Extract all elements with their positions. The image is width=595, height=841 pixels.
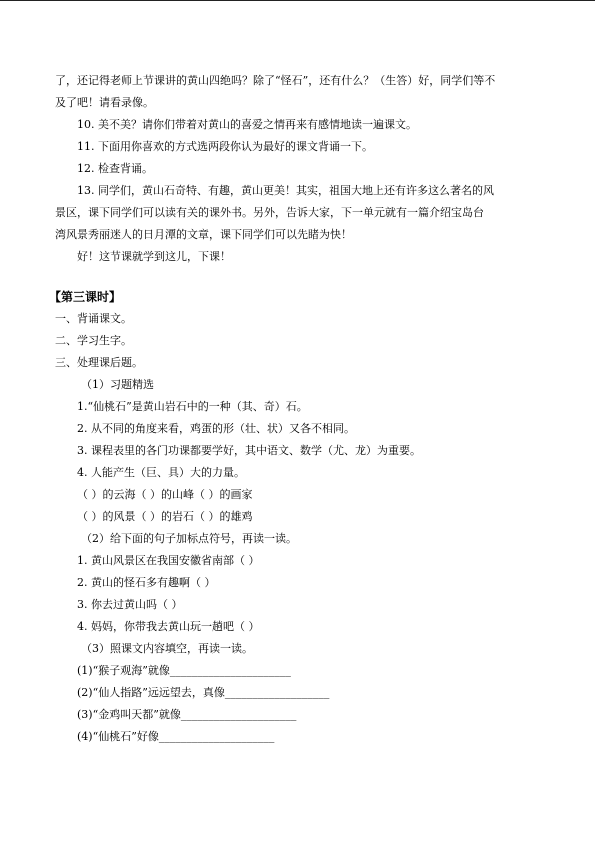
exercise-heading: （2）给下面的句子加标点符号，再读一读。: [81, 532, 297, 545]
exercise-item: 3. 你去过黄山吗（ ）: [77, 598, 183, 611]
section-title: 【第三课时】: [49, 290, 122, 304]
paragraph-line: 了，还记得老师上节课讲的黄山四绝吗？除了“怪石”，还有什么？（生答）好，同学们等不: [55, 74, 496, 87]
exercise-item: 4. 妈妈，你带我去黄山玩一趟吧（ ）: [77, 620, 260, 633]
exercise-heading: （3）照课文内容填空，再读一读。: [81, 642, 253, 655]
exercise-item: 4. 人能产生（巨、具）大的力量。: [77, 466, 245, 479]
exercise-item: 3. 课程表里的各门功课都要学好，其中语文、数学（尤、龙）为重要。: [77, 444, 421, 457]
exercise-item: 2. 黄山的怪石多有趣啊（ ）: [77, 576, 216, 589]
exercise-item: (4)“仙桃石”好像_____________________: [77, 730, 275, 743]
document-page: [49, 70, 545, 748]
step-item: 三、处理课后题。: [55, 356, 143, 369]
exercise-item: (1)“猴子观海”就像______________________: [77, 664, 291, 677]
exercise-item: （ ）的风景（ ）的岩石（ ）的雄鸡: [77, 510, 253, 523]
step-10: 10. 美不美？请你们带着对黄山的喜爱之情再来有感情地读一遍课文。: [77, 118, 417, 131]
exercise-item: 1. 黄山风景区在我国安徽省南部（ ）: [77, 554, 260, 567]
section-gap: [55, 268, 545, 286]
paragraph-line: 及了吧！请看录像。: [55, 96, 154, 109]
exercise-heading: （1）习题精选: [81, 378, 154, 391]
closing-line: 好！这节课就学到这儿，下课！: [77, 250, 231, 263]
step-12: 12. 检查背诵。: [77, 162, 153, 175]
step-item: 二、学习生字。: [55, 334, 132, 347]
exercise-item: (2)“仙人指路”远远望去，真像___________________: [77, 686, 330, 699]
exercise-item: 1.“仙桃石”是黄山岩石中的一种（其、奇）石。: [77, 400, 308, 413]
header-rule: [0, 0, 595, 1]
step-11: 11. 下面用你喜欢的方式选两段你认为最好的课文背诵一下。: [77, 140, 373, 153]
exercise-item: 2. 从不同的角度来看，鸡蛋的形（壮、状）又各不相同。: [77, 422, 355, 435]
exercise-item: (3)“金鸡叫天都”就像_____________________: [77, 708, 297, 721]
exercise-item: （ ）的云海（ ）的山峰（ ）的画家: [77, 488, 253, 501]
step-item: 一、背诵课文。: [55, 312, 132, 325]
step-13: 13. 同学们，黄山石奇特、有趣，黄山更美！其实，祖国大地上还有许多这么著名的风: [77, 184, 494, 197]
paragraph-line: 景区，课下同学们可以读有关的课外书。另外，告诉大家，下一单元就有一篇介绍宝岛台: [55, 206, 484, 219]
paragraph-line: 湾风景秀丽迷人的日月潭的文章，课下同学们可以先睹为快！: [55, 228, 352, 241]
